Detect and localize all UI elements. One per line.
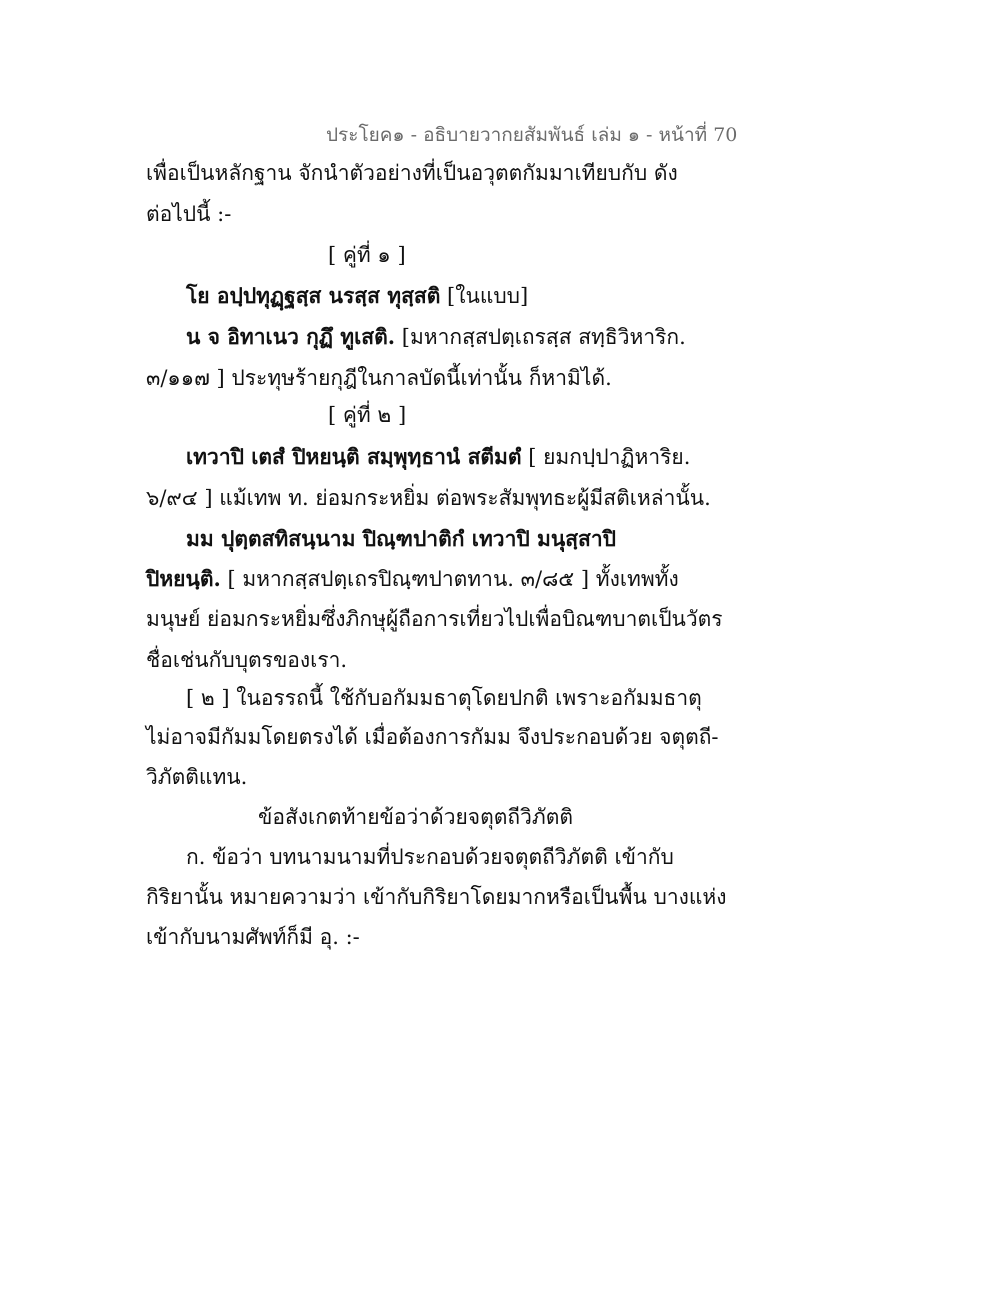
body-line: ๖/๙๔ ] แม้เทพ ท. ย่อมกระหยิ่ม ต่อพระสัมพุทธะผู้มีสติเหล่านั้น.: [146, 486, 711, 510]
section-heading: ข้อสังเกตท้ายข้อว่าด้วยจตุตถีวิภัตติ: [258, 805, 573, 829]
pali-example: ปิหยนฺติ.: [146, 566, 221, 591]
page-header: ประโยค๑ - อธิบายวากยสัมพันธ์ เล่ม ๑ - หน้าที่ 70: [326, 124, 738, 146]
body-line: วิภัตติแทน.: [146, 765, 248, 789]
pali-example: มม ปุตฺตสทิสนฺนาม ปิณฺฑปาติกํ เทวาปิ มนุสฺสาปิ: [186, 526, 616, 551]
pali-example: เทวาปิ เตสํ ปิหยนฺติ สมฺพุทฺธานํ สตีมตํ: [186, 444, 522, 469]
body-line: มนุษย์ ย่อมกระหยิ่มซึ่งภิกษุผู้ถือการเที่ยวไปเพื่อบิณฑบาตเป็นวัตร: [146, 607, 723, 631]
pali-example: น จ อิทาเนว กุฏึ ทูเสติ.: [186, 324, 396, 349]
body-line: เข้ากับนามศัพท์ก็มี อุ. :-: [146, 925, 360, 949]
example-4-line: [146, 564, 679, 594]
body-line: ไม่อาจมีกัมมโดยตรงได้ เมื่อต้องการกัมม จึงประกอบด้วย จตุตถี-: [146, 725, 719, 749]
body-line: ก. ข้อว่า บทนามนามที่ประกอบด้วยจตุตถีวิภัตติ เข้ากับ: [186, 845, 674, 869]
body-line: [ ๒ ] ในอรรถนี้ ใช้กับอกัมมธาตุโดยปกติ เพราะอกัมมธาตุ: [186, 686, 702, 710]
example-reference: [ มหากสฺสปตฺเถรปิณฺฑปาตทาน. ๓/๘๕ ] ทั้งเทพทั้ง: [220, 567, 679, 591]
example-2-line: [186, 322, 686, 352]
example-3-line: [186, 442, 690, 472]
body-line: ชื่อเช่นกับบุตรของเรา.: [146, 648, 348, 672]
pali-example: โย อปฺปทุฏฺฐสฺส นรสฺส ทุสฺสติ: [186, 283, 441, 308]
example-reference: [มหากสฺสปตฺเถรสฺส สทฺธิวิหาริก.: [395, 325, 686, 349]
body-line: ต่อไปนี้ :-: [146, 202, 232, 226]
pair-1-heading: [ คู่ที่ ๑ ]: [328, 243, 406, 267]
pair-2-heading: [ คู่ที่ ๒ ]: [328, 403, 407, 427]
example-1-line: [186, 281, 528, 311]
example-reference: [ ยมกปฺปาฏิหาริย.: [521, 445, 691, 469]
body-line: เพื่อเป็นหลักฐาน จักนำตัวอย่างที่เป็นอวุตตกัมมาเทียบกับ ดัง: [146, 161, 678, 185]
body-line: ๓/๑๑๗ ] ประทุษร้ายกุฎีในกาลบัดนี้เท่านั้น ก็หามิได้.: [146, 366, 612, 390]
body-line: กิริยานั้น หมายความว่า เข้ากับกิริยาโดยมากหรือเป็นพื้น บางแห่ง: [146, 885, 727, 909]
example-reference: [ในแบบ]: [440, 284, 529, 308]
